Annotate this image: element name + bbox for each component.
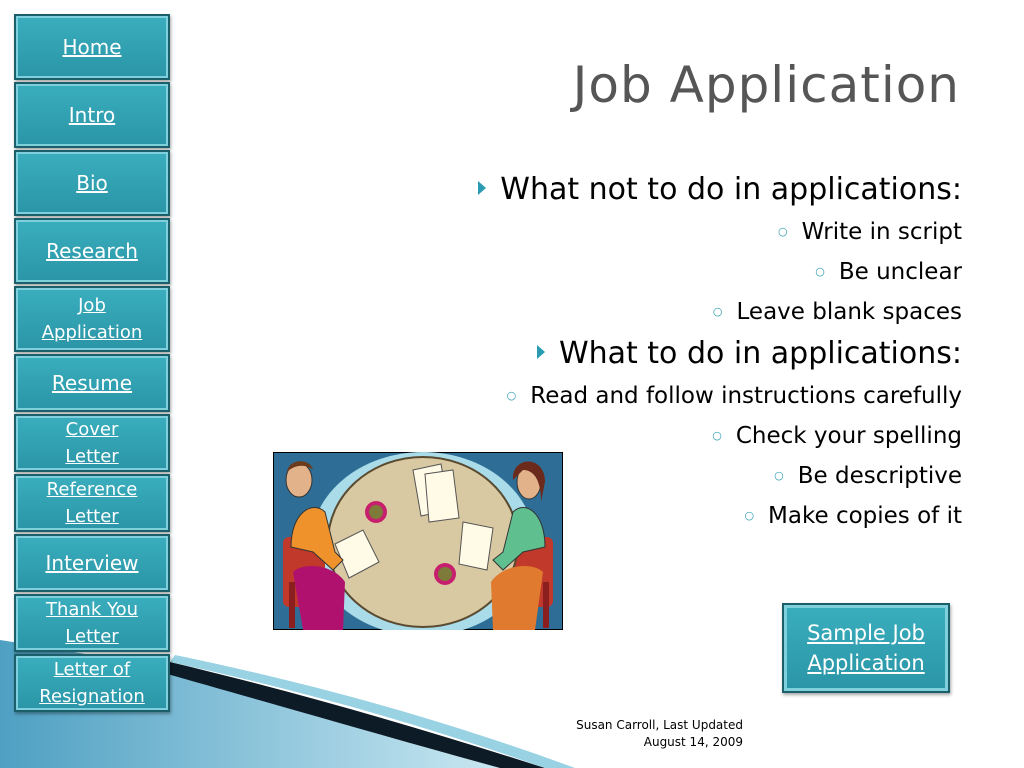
circle-bullet-icon: ○ <box>774 468 784 482</box>
list-item <box>322 292 962 332</box>
sample-job-application-label: Sample Job Application <box>807 621 925 675</box>
nav-thank-you-letter-label: Thank You Letter <box>45 599 138 647</box>
nav-bio-label: Bio <box>76 170 108 195</box>
circle-bullet-icon: ○ <box>777 224 788 238</box>
nav-letter-of-resignation-label: Letter of Resignation <box>39 659 145 707</box>
list-item <box>322 212 962 252</box>
nav-thank-you-letter-button[interactable] <box>14 594 170 652</box>
list-item <box>322 416 962 456</box>
nav-intro-button[interactable] <box>14 82 170 148</box>
sample-job-application-button[interactable] <box>782 603 950 693</box>
nav-reference-letter-label: Reference Letter <box>46 479 138 527</box>
list-item-text: Leave blank spaces <box>736 299 962 325</box>
circle-bullet-icon: ○ <box>712 428 722 442</box>
nav-job-application-label: Job Application <box>41 295 143 343</box>
list-item-text: Write in script <box>801 219 962 245</box>
list-item <box>322 376 962 416</box>
circle-bullet-icon: ○ <box>744 508 755 522</box>
heading-dont-text: What not to do in applications: <box>500 172 962 207</box>
circle-bullet-icon: ○ <box>506 388 517 402</box>
circle-bullet-icon: ○ <box>712 304 723 318</box>
list-item-text: Be descriptive <box>797 463 962 489</box>
list-heading-do <box>322 332 962 376</box>
nav-reference-letter-button[interactable] <box>14 474 170 532</box>
nav-interview-button[interactable] <box>14 534 170 592</box>
nav-research-label: Research <box>46 238 138 263</box>
interview-clipart <box>273 452 563 630</box>
page-title: Job Application <box>572 56 960 114</box>
nav-research-button[interactable] <box>14 218 170 284</box>
nav-cover-letter-button[interactable] <box>14 414 170 472</box>
nav-resume-button[interactable] <box>14 354 170 412</box>
footer-credit <box>530 717 743 751</box>
nav-bio-button[interactable] <box>14 150 170 216</box>
footer-line-1: Susan Carroll, Last Updated <box>576 718 743 732</box>
list-item-text: Read and follow instructions carefully <box>530 383 962 409</box>
list-heading-dont <box>322 168 962 212</box>
heading-do-text: What to do in applications: <box>558 336 962 371</box>
nav-home-button[interactable] <box>14 14 170 80</box>
nav-home-label: Home <box>62 34 122 59</box>
nav-intro-label: Intro <box>68 102 116 127</box>
nav-job-application-button[interactable] <box>14 286 170 352</box>
triangle-bullet-icon <box>478 181 486 195</box>
list-item <box>322 252 962 292</box>
triangle-bullet-icon <box>537 345 545 359</box>
nav-interview-label: Interview <box>45 550 139 575</box>
list-item-text: Make copies of it <box>768 503 962 529</box>
footer-line-2: August 14, 2009 <box>643 735 743 749</box>
nav-cover-letter-label: Cover Letter <box>65 419 119 467</box>
nav-resume-label: Resume <box>51 370 133 395</box>
list-item-text: Check your spelling <box>735 423 962 449</box>
list-item-text: Be unclear <box>838 259 962 285</box>
nav-letter-of-resignation-button[interactable] <box>14 654 170 712</box>
circle-bullet-icon: ○ <box>815 264 825 278</box>
